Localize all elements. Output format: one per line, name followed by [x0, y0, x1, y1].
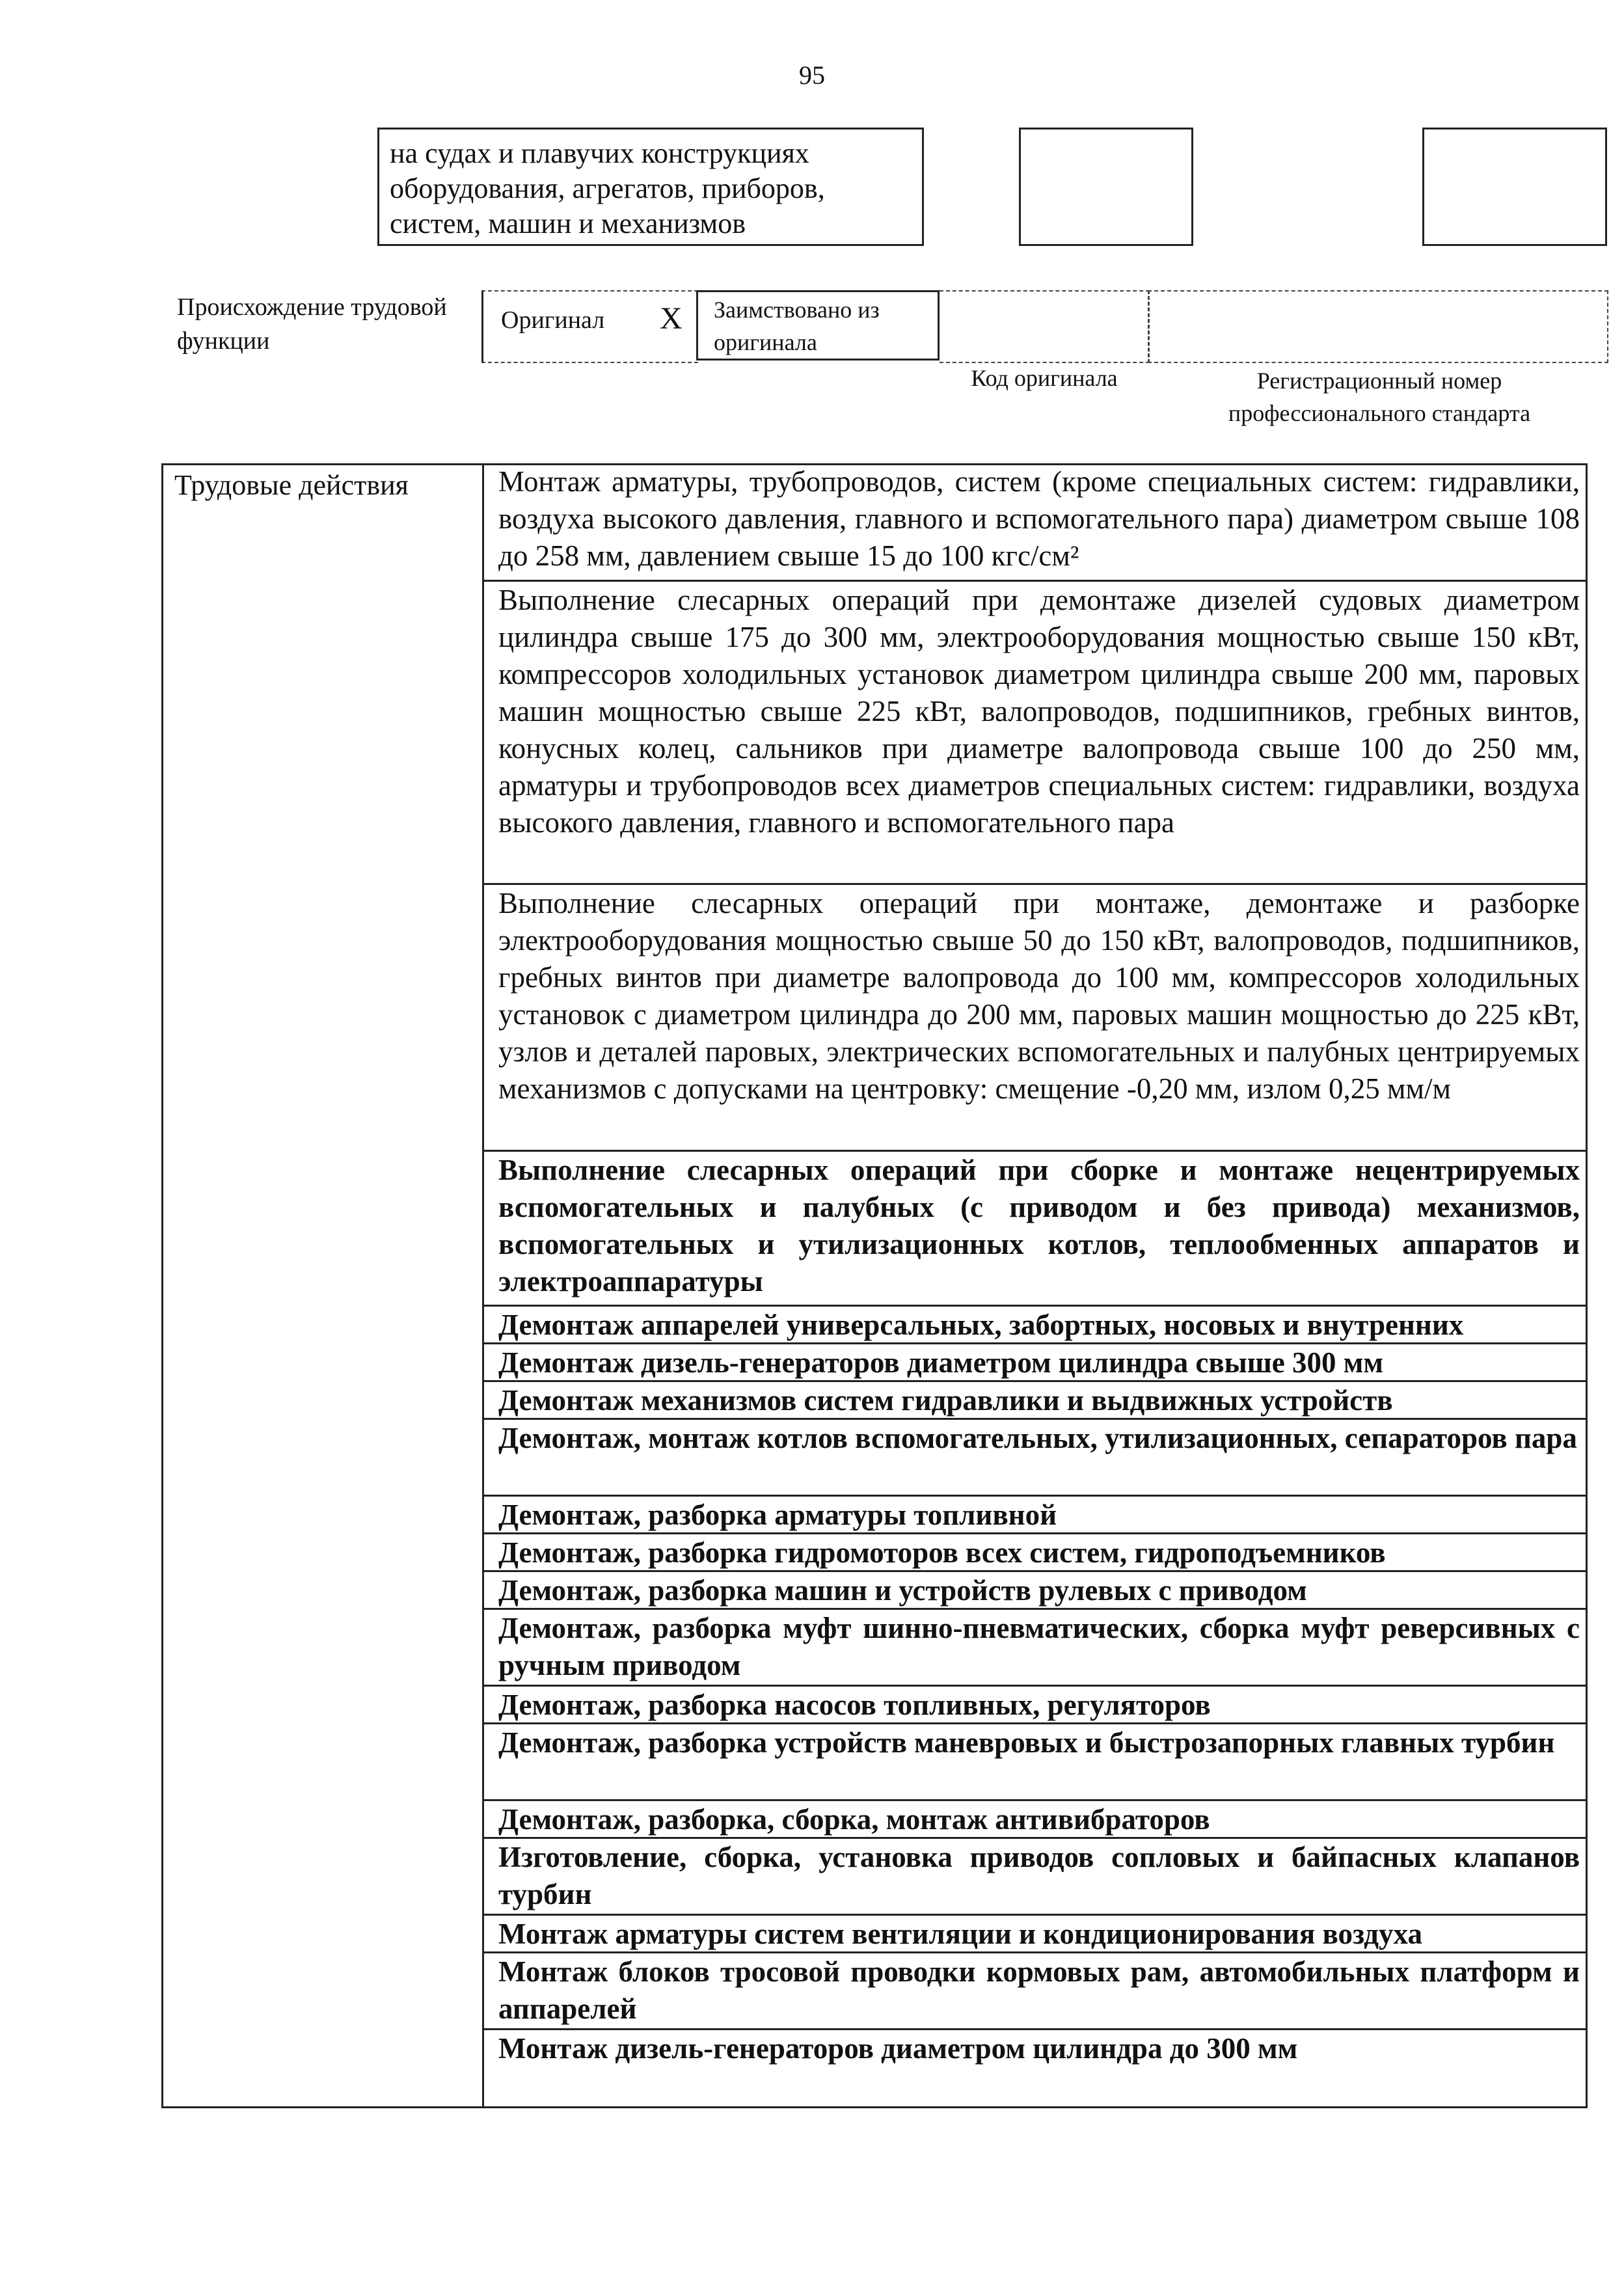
registration-number-label: Регистрационный номер профессионального стандарта — [1228, 368, 1531, 426]
labor-action-row: Демонтаж, разборка арматуры топливной — [484, 1497, 1588, 1534]
labor-action-row: Монтаж блоков тросовой проводки кормовых рам, автомобильных платформ и аппарелей — [484, 1953, 1588, 2030]
code-cell — [1019, 128, 1193, 246]
labor-action-row: Монтаж арматуры систем вентиляции и кондиционирования воздуха — [484, 1916, 1588, 1953]
labor-actions-header: Трудовые действия — [161, 463, 484, 2108]
labor-action-row: Демонтаж, разборка устройств маневровых и быстрозапорных главных турбин — [484, 1724, 1588, 1801]
origin-label: Происхождение трудовой функции — [177, 293, 447, 355]
labor-action-row: Выполнение слесарных операций при демонтаже дизелей судовых диаметром цилиндра свыше 175 до 300 мм, электрооборудования мощностью свыше 150 кВт, компрессоров холодильных установок диаметром цилиндра свыше 200 мм, паровых машин мощностью свыше 225 кВт, валопроводов, подшипников, гребных винтов, конусных колец, сальников при диаметре валопровода свыше 100 до 250 мм, арматуры и трубопроводов всех диаметров специальных систем: гидравлики, воздуха высокого давления, главного и вспомогательного пара — [484, 582, 1588, 885]
labor-action-row: Монтаж дизель-генераторов диаметром цилиндра до 300 мм — [498, 2032, 1298, 2065]
labor-action-row: Демонтаж, разборка машин и устройств рулевых с приводом — [484, 1572, 1588, 1610]
labor-action-row: Демонтаж, разборка, сборка, монтаж антивибраторов — [484, 1801, 1588, 1839]
original-label: Оригинал — [501, 306, 605, 334]
labor-action-row: Демонтаж, разборка муфт шинно-пневматических, сборка муфт реверсивных с ручным приводом — [484, 1610, 1588, 1687]
labor-action-row: Выполнение слесарных операций при монтаже, демонтаже и разборке электрооборудования мощностью свыше 50 до 150 кВт, валопроводов, подшипников, гребных винтов при диаметре валопровода до 100 мм, компрессоров холодильных установок с диаметром цилиндра до 200 мм, паровых машин мощностью до 225 кВт, узлов и деталей паровых, электрических вспомогательных и палубных центрируемых механизмов с допусками на центровку: смещение -0,20 мм, излом 0,25 мм/м — [484, 885, 1588, 1152]
level-cell — [1422, 128, 1607, 246]
borrowed-label: Заимствовано из оригинала — [696, 290, 940, 360]
original-code-label: Код оригинала — [971, 365, 1118, 391]
original-mark: X — [660, 301, 683, 336]
labor-action-row: Изготовление, сборка, установка приводов сопловых и байпасных клапанов турбин — [484, 1839, 1588, 1916]
labor-action-row: Демонтаж, монтаж котлов вспомогательных, утилизационных, сепараторов пара — [484, 1420, 1588, 1497]
labor-action-row: Демонтаж, разборка насосов топливных, регуляторов — [484, 1687, 1588, 1724]
labor-action-row: Демонтаж, разборка гидромоторов всех систем, гидроподъемников — [484, 1534, 1588, 1572]
labor-action-row: Демонтаж аппарелей универсальных, забортных, носовых и внутренних — [484, 1307, 1588, 1344]
function-title-box — [377, 128, 924, 246]
labor-action-row: Выполнение слесарных операций при сборке и монтаже нецентрируемых вспомогательных и палубных (с приводом и без привода) механизмов, вспомогательных и утилизационных котлов, теплообменных аппаратов и электроаппаратуры — [484, 1152, 1588, 1307]
labor-action-row: Монтаж арматуры, трубопроводов, систем (кроме специальных систем: гидравлики, воздуха высокого давления, главного и вспомогательного пара) диаметром свыше 108 до 258 мм, давлением свыше 15 до 100 кгс/см² — [484, 463, 1588, 582]
function-title: на судах и плавучих конструкциях оборудования, агрегатов, приборов, систем, машин и механизмов — [390, 137, 825, 239]
labor-action-row: Демонтаж дизель-генераторов диаметром цилиндра свыше 300 мм — [484, 1344, 1588, 1382]
page-number: 95 — [799, 61, 825, 90]
registration-number-cell — [1148, 290, 1608, 363]
original-code-cell — [940, 290, 1150, 363]
labor-action-row: Демонтаж механизмов систем гидравлики и выдвижных устройств — [484, 1382, 1588, 1420]
